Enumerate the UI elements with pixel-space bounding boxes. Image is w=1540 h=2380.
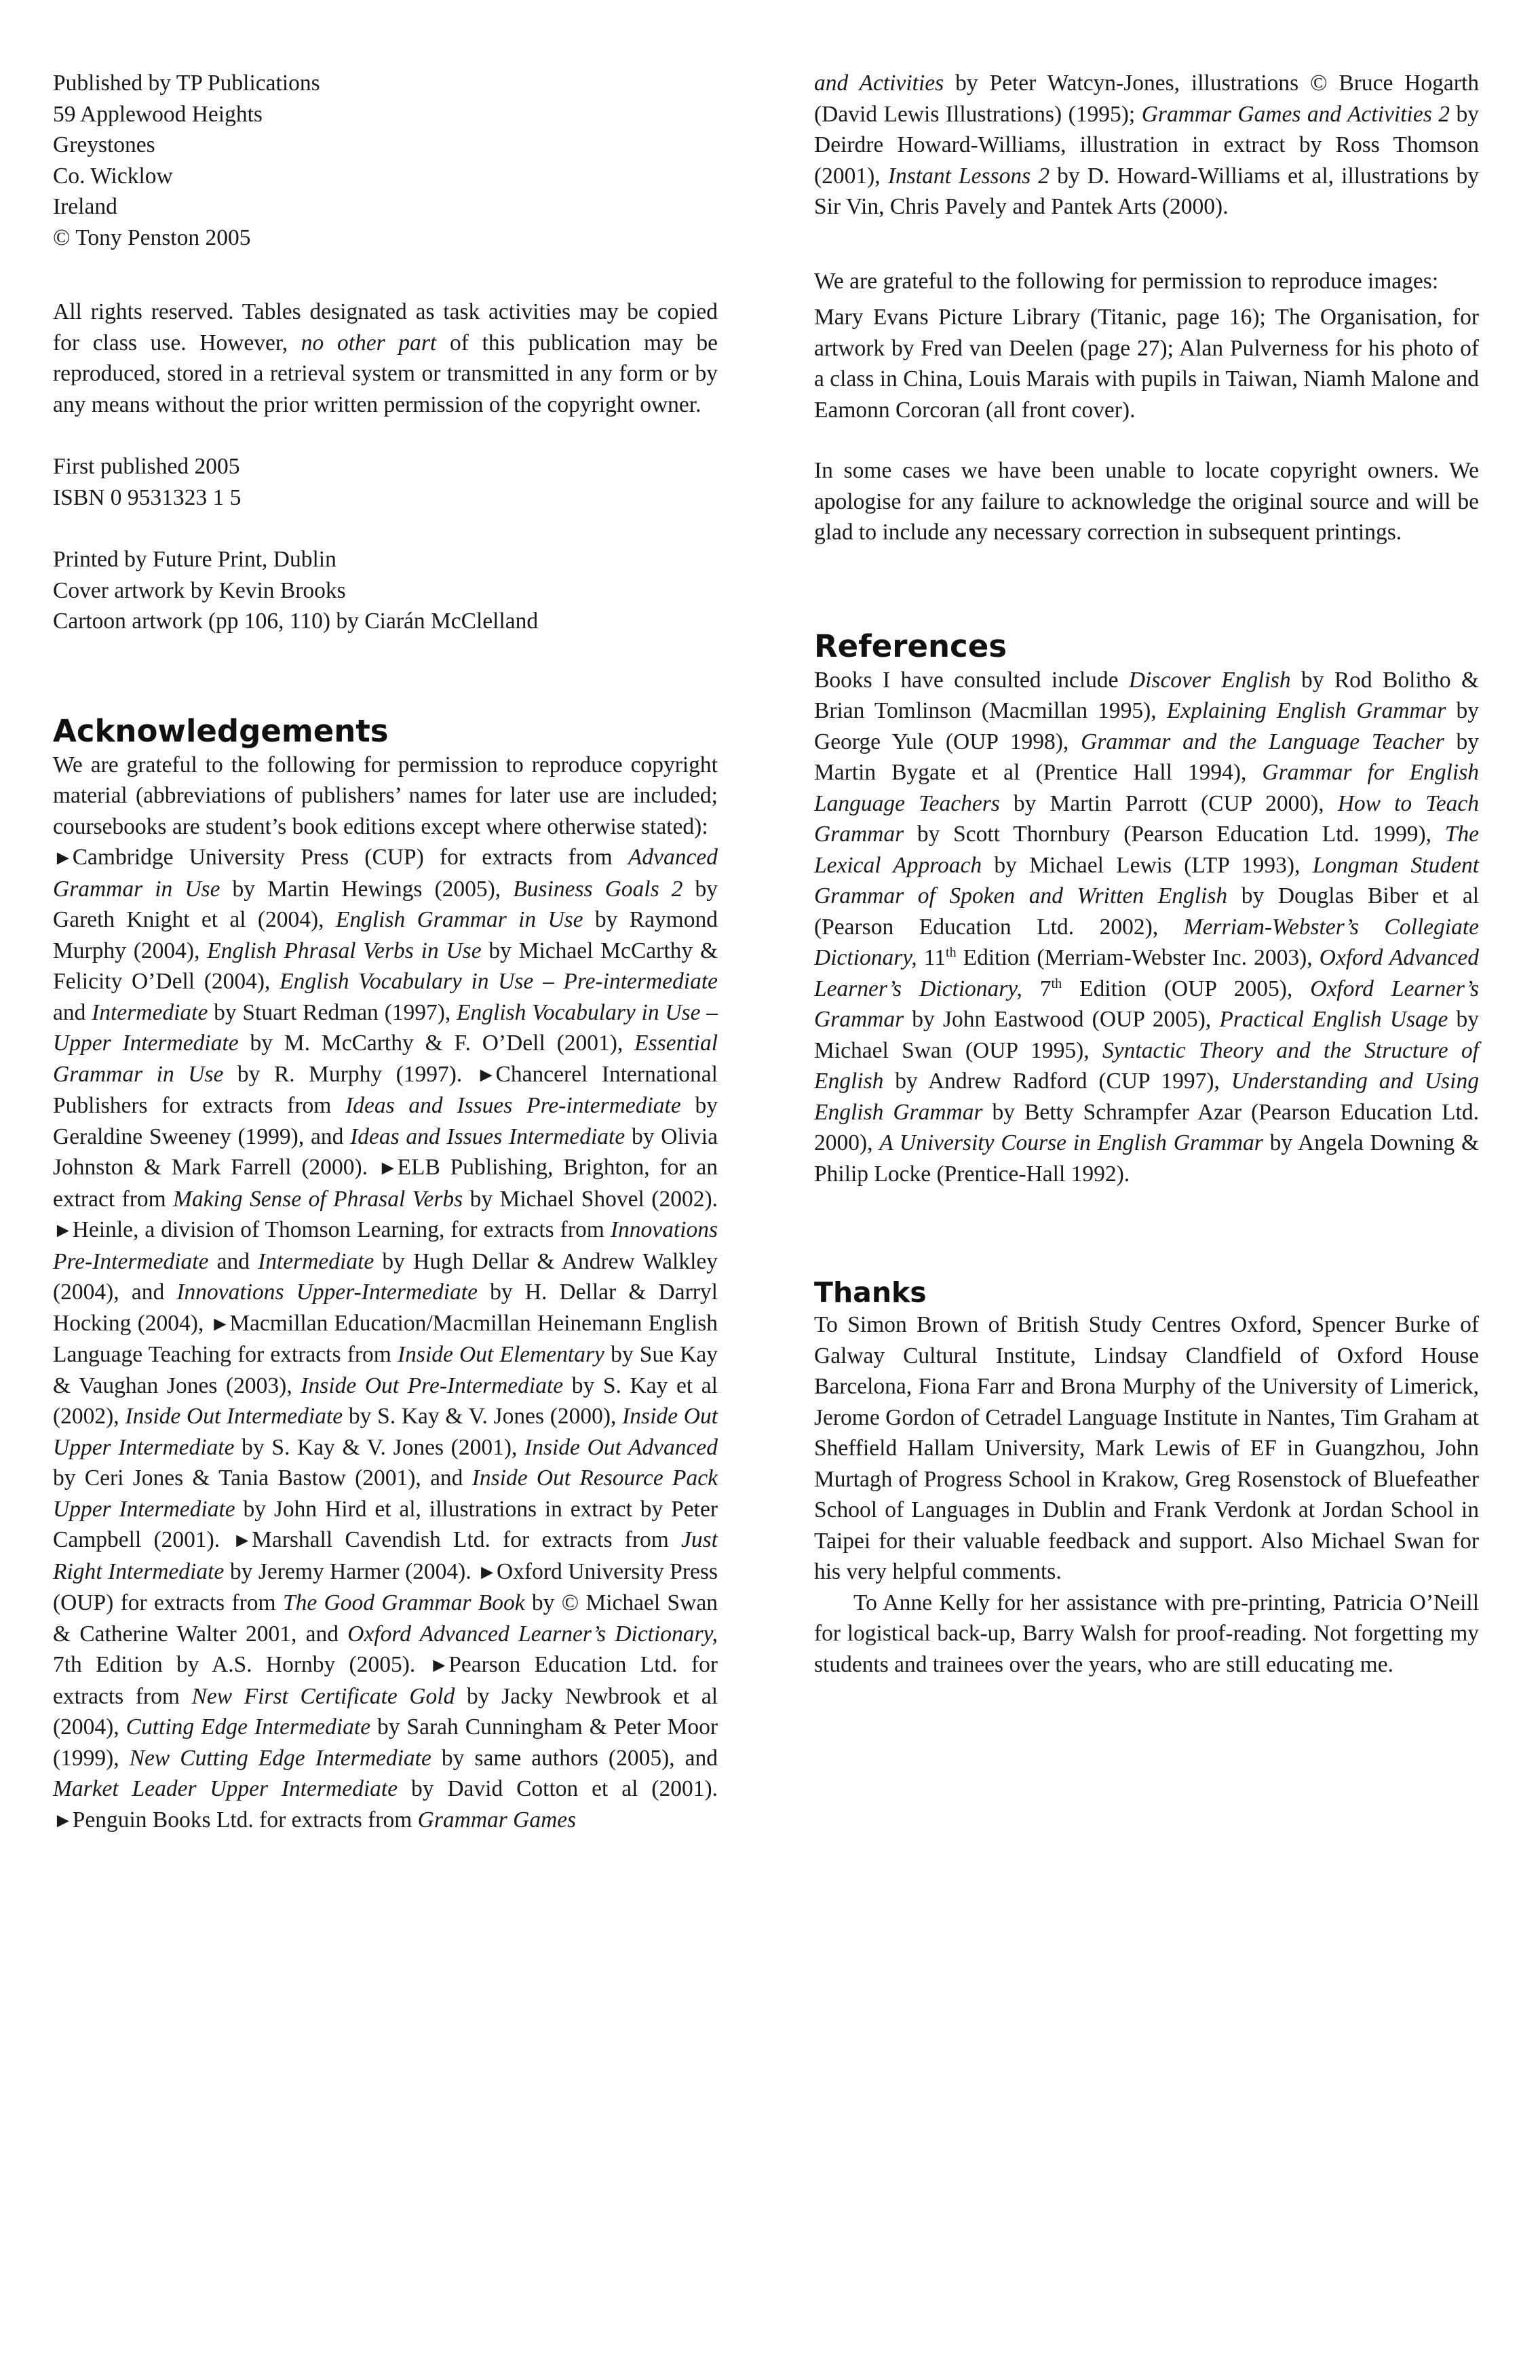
text-run: by Jeremy Harmer (2004). — [224, 1558, 478, 1584]
text-run: by Martin Parrott (CUP 2000), — [999, 790, 1338, 816]
text-run: by D. Howard-Williams et al, illustrations by Sir Vin, Chris Pavely and Pantek Arts (2000). — [814, 163, 1480, 219]
book-title: Business Goals 2 — [513, 876, 683, 902]
book-title: English Phrasal Verbs in Use — [207, 938, 482, 963]
book-title: Innovations Pre-Intermediate — [53, 1217, 718, 1274]
book-title: Inside Out Advanced — [524, 1434, 718, 1460]
text-run: by Angela Downing & Philip Locke (Prentice-Hall 1992). — [814, 1130, 1480, 1187]
text-run: by Hugh Dellar & Andrew Walkley (2004), and — [53, 1248, 718, 1305]
book-title: Ideas and Issues Intermediate — [350, 1124, 625, 1149]
right-column — [814, 68, 1479, 1680]
text-run: by Stuart Redman (1997), — [208, 999, 457, 1025]
ordinal-suffix: th — [946, 944, 957, 960]
rights-statement: All rights reserved. Tables designated as task activities may be copied for class use. However, no other part of this publication may be reproduced, stored in a retrieval system or transmitted in any form or by any means without the prior written permission of the copyright owner. — [53, 299, 718, 417]
text-run: by Deirdre Howard-Williams, illustration in extract by Ross Thomson (2001), — [814, 101, 1480, 189]
text-run: by Sue Kay & Vaughan Jones (2003), — [53, 1342, 718, 1398]
text-run: by Michael Shovel (2002). — [463, 1186, 718, 1212]
book-title: Market Leader Upper Intermediate — [53, 1776, 398, 1801]
text-run: Pearson Education Ltd. for extracts from — [53, 1652, 718, 1709]
credit-line: Cover artwork by Kevin Brooks — [53, 577, 346, 603]
book-title: Oxford Advanced Learner’s Dictionary, — [347, 1621, 718, 1647]
book-title: Inside Out Intermediate — [125, 1404, 343, 1429]
text-run: by S. Kay & V. Jones (2000), — [343, 1404, 623, 1429]
book-title: Inside Out Resource Pack Upper Intermediate — [53, 1465, 718, 1522]
book-title: A University Course in English Grammar — [879, 1130, 1263, 1155]
imprint-line: Ireland — [53, 194, 117, 219]
book-title: Innovations Upper-Intermediate — [176, 1280, 478, 1305]
book-title: Intermediate — [92, 999, 208, 1025]
references-body — [814, 665, 1479, 1190]
bullet-triangle-icon: ► — [53, 1219, 73, 1242]
imprint-line: Greystones — [53, 132, 155, 157]
text-run: by Jacky Newbrook et al (2004), — [53, 1683, 718, 1740]
imprint-address — [53, 68, 718, 253]
copyright-apology: In some cases we have been unable to locate copyright owners. We apologise for any failure to acknowledge the original source and will be glad to include any necessary correction in subsequent printings. — [814, 458, 1479, 545]
text-run: by David Cotton et al (2001). — [398, 1776, 718, 1801]
text-run: Edition (OUP 2005), — [1062, 976, 1311, 1001]
text-run: by Douglas Biber et al (Pearson Education Ltd. 2002), — [814, 883, 1480, 940]
imprint-line: 59 Applewood Heights — [53, 101, 263, 127]
book-title: English Grammar in Use — [335, 907, 583, 932]
imprint-line: Co. Wicklow — [53, 163, 173, 189]
text-run: by Scott Thornbury (Pearson Education Ltd. 1999), — [904, 822, 1445, 847]
text-run: Books I have consulted include — [814, 667, 1129, 693]
book-title: Grammar for English Language Teachers — [814, 760, 1479, 816]
text-run: Cambridge University Press (CUP) for extracts from — [72, 845, 628, 870]
text-run: by Martin Hewings (2005), — [220, 876, 514, 902]
book-title: Advanced Grammar in Use — [53, 845, 718, 902]
text-run: by Gareth Knight et al (2004), — [53, 876, 718, 932]
text-run: by Rod Bolitho & Brian Tomlinson (Macmillan 1995), — [814, 667, 1479, 723]
isbn: ISBN 0 9531323 1 5 — [53, 484, 242, 510]
text-run: by Betty Schrampfer Azar (Pearson Education Ltd. 2000), — [814, 1099, 1479, 1155]
book-title: Grammar Games and Activities 2 — [1141, 101, 1450, 127]
text-run: by Geraldine Sweeney (1999), and — [53, 1093, 718, 1149]
text-run: by S. Kay & V. Jones (2001), — [234, 1434, 525, 1460]
book-title: New First Certificate Gold — [191, 1683, 455, 1709]
book-title: The Good Grammar Book — [282, 1590, 525, 1615]
book-title: Syntactic Theory and the Structure of English — [814, 1037, 1479, 1094]
text-run: and — [208, 1248, 258, 1274]
text-run: by Peter Watcyn-Jones, illustrations © Bruce Hogarth (David Lewis Illustrations) (1995); — [814, 71, 1479, 127]
images-intro: We are grateful to the following for permission to reproduce images: — [814, 268, 1439, 294]
book-title: The Lexical Approach — [814, 822, 1479, 878]
book-title: Practical English Usage — [1219, 1007, 1448, 1032]
book-title: Making Sense of Phrasal Verbs — [173, 1186, 463, 1212]
text-run: Chancerel International Publishers for extracts from — [53, 1061, 718, 1118]
first-published: First published 2005 — [53, 454, 240, 479]
text-run: by John Hird et al, illustrations in extract by Peter Campbell (2001). — [53, 1496, 718, 1552]
text-run: and — [53, 999, 92, 1025]
acknowledgements-continuation — [814, 68, 1479, 223]
text-run: 7th Edition by A.S. Hornby (2005). — [53, 1652, 429, 1677]
bullet-triangle-icon: ► — [210, 1312, 230, 1335]
book-title: and Activities — [814, 71, 944, 96]
book-title: Understanding and Using English Grammar — [814, 1069, 1479, 1125]
credit-line: Printed by Future Print, Dublin — [53, 547, 336, 572]
book-title: How to Teach Grammar — [814, 790, 1479, 847]
bullet-triangle-icon: ► — [477, 1560, 497, 1584]
book-title: New Cutting Edge Intermediate — [129, 1745, 431, 1771]
text-run: 7 — [1022, 976, 1052, 1001]
text-run: by Olivia Johnston & Mark Farrell (2000). — [53, 1124, 718, 1180]
credit-line: Cartoon artwork (pp 106, 110) by Ciarán McClelland — [53, 609, 539, 634]
book-title: English Vocabulary in Use – Upper Intermediate — [53, 999, 718, 1056]
text-run: by Michael Lewis (LTP 1993), — [982, 852, 1313, 878]
thanks-paragraph: To Anne Kelly for her assistance with pre-printing, Patricia O’Neill for logistical back-up, Barry Walsh for proof-reading. Not forgetting my students and trainees over the years, who are still educating me. — [814, 1590, 1479, 1677]
references-heading: References — [814, 628, 1007, 664]
images-credits: Mary Evans Picture Library (Titanic, page 16); The Organisation, for artwork by Fred van Deelen (page 27); Alan Pulverness for his photo of a class in China, Louis Marais with pupils in Taiwan, Niamh Malone and Eamonn Corcoran (all front cover). — [814, 305, 1479, 423]
bullet-triangle-icon: ► — [476, 1063, 496, 1086]
ordinal-suffix: th — [1051, 976, 1062, 991]
bullet-triangle-icon: ► — [53, 847, 73, 869]
bullet-triangle-icon: ► — [377, 1157, 398, 1179]
text-run: by George Yule (OUP 1998), — [814, 698, 1479, 754]
text-run: Oxford University Press (OUP) for extracts from — [53, 1558, 718, 1615]
publication-info — [53, 451, 718, 513]
text-run: Heinle, a division of Thomson Learning, for extracts from — [72, 1217, 611, 1242]
text-run: by R. Murphy (1997). — [223, 1061, 476, 1087]
thanks-paragraph: To Simon Brown of British Study Centres Oxford, Spencer Burke of Galway Cultural Institute, Lindsay Clandfield of Oxford House Barcelona, Fiona Farr and Brona Murphy of the University of Limerick, Jerome Gordon of Cetradel Language Institute in Nantes, Tim Graham at Sheffield Hallam University, Mark Lewis of EF in Guangzhou, John Murtagh of Progress School in Krakow, Greg Rosenstock of Bluefeather School of Languages in Dublin and Frank Verdonk at Jordan School in Taipei for their valuable feedback and support. Also Michael Swan for his very helpful comments. — [814, 1312, 1479, 1585]
text-run: by © Michael Swan & Catherine Walter 2001, and — [53, 1590, 718, 1647]
acknowledgements-intro: We are grateful to the following for permission to reproduce copyright material (abbreviations of publishers’ names for later use are included; coursebooks are student’s book editions except where otherwise stated): — [53, 752, 718, 839]
text-run: by Andrew Radford (CUP 1997), — [883, 1069, 1231, 1094]
book-title: Grammar Games — [417, 1807, 577, 1832]
text-run: Penguin Books Ltd. for extracts from — [72, 1807, 418, 1832]
text-run: by Martin Bygate et al (Prentice Hall 1994), — [814, 729, 1480, 785]
book-title: Essential Grammar in Use — [53, 1031, 718, 1087]
book-title: Inside Out Elementary — [398, 1342, 604, 1367]
text-run: ELB Publishing, Brighton, for an extract from — [53, 1155, 718, 1212]
bullet-triangle-icon: ► — [429, 1654, 449, 1676]
text-run: by Michael Swan (OUP 1995), — [814, 1007, 1479, 1063]
text-run: by Ceri Jones & Tania Bastow (2001), and — [53, 1465, 472, 1491]
imprint-line: © Tony Penston 2005 — [53, 225, 251, 250]
book-title: Discover English — [1128, 667, 1291, 693]
left-column — [53, 68, 718, 1836]
text-run: by Sarah Cunningham & Peter Moor (1999), — [53, 1714, 718, 1771]
text-run: by Raymond Murphy (2004), — [53, 907, 718, 963]
book-title: Intermediate — [258, 1248, 374, 1274]
print-credits — [53, 544, 718, 637]
text-run: by H. Dellar & Darryl Hocking (2004), — [53, 1280, 718, 1336]
text-run: Edition (Merriam-Webster Inc. 2003), — [956, 945, 1320, 970]
text-run: Marshall Cavendish Ltd. for extracts from — [252, 1527, 682, 1552]
text-run: by M. McCarthy & F. O’Dell (2001), — [238, 1031, 635, 1056]
book-title: Cutting Edge Intermediate — [126, 1714, 371, 1740]
thanks-heading: Thanks — [814, 1276, 927, 1309]
bullet-triangle-icon: ► — [232, 1529, 252, 1552]
text-run: 11 — [917, 945, 946, 970]
book-title: Longman Student Grammar of Spoken and Written English — [814, 852, 1479, 908]
book-title: Ideas and Issues Pre-intermediate — [345, 1093, 681, 1118]
imprint-line: Published by TP Publications — [53, 71, 320, 96]
text-run: by same authors (2005), and — [431, 1745, 718, 1771]
book-title: Oxford Advanced Learner’s Dictionary, — [814, 945, 1479, 1001]
book-title: Inside Out Pre-Intermediate — [301, 1373, 564, 1398]
book-title: Explaining English Grammar — [1166, 698, 1446, 723]
text-run: by Michael McCarthy & Felicity O’Dell (2004), — [53, 938, 718, 994]
acknowledgements-list — [53, 842, 718, 1836]
acknowledgements-heading: Acknowledgements — [53, 712, 389, 749]
text-run: by John Eastwood (OUP 2005), — [904, 1007, 1220, 1032]
bullet-triangle-icon: ► — [53, 1809, 73, 1832]
book-title: Instant Lessons 2 — [887, 163, 1050, 189]
book-title: Oxford Learner’s Grammar — [814, 976, 1479, 1032]
book-title: Grammar and the Language Teacher — [1081, 729, 1444, 754]
book-title: Inside Out Upper Intermediate — [53, 1404, 718, 1460]
text-run: by S. Kay et al (2002), — [53, 1373, 718, 1429]
book-title: Just Right Intermediate — [53, 1527, 718, 1584]
text-run: Macmillan Education/Macmillan Heinemann English Language Teaching for extracts from — [53, 1310, 718, 1367]
book-title: Merriam-Webster’s Collegiate Dictionary, — [814, 914, 1479, 970]
book-title: English Vocabulary in Use – Pre-intermediate — [280, 969, 718, 994]
